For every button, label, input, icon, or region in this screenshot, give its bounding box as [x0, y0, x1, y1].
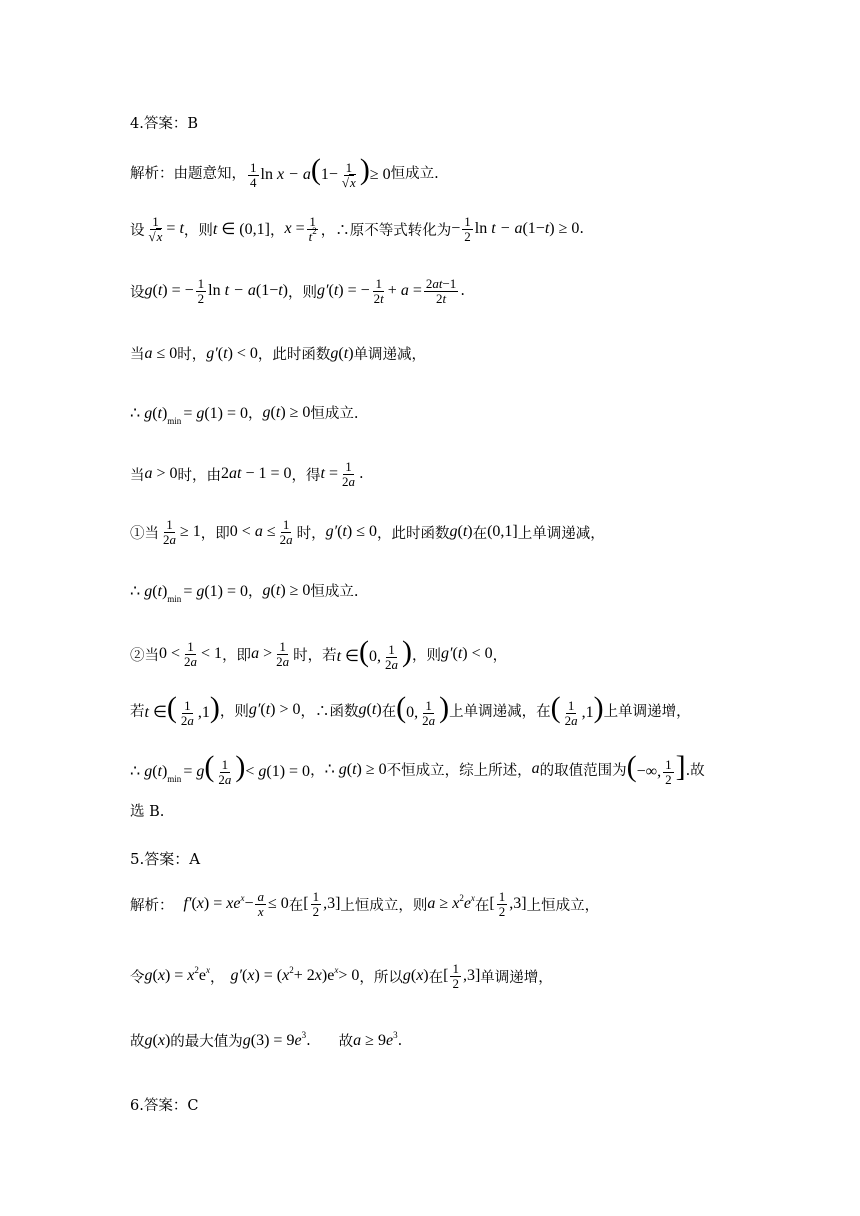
- q4-line-6: 当 a > 0 时，由 2at − 1 = 0 ，得 t = $\frac{1}{2a}$ .: [130, 459, 364, 489]
- q4-line-10: 若 t ∈( $\frac{1}{2a}$ ,1) ，则 g′(t) > 0 ，∴函数 g(t) 在 (0, $\frac{1}{2a}$ ) 上单调递减，在 ( $\frac{1}{2a}$ ,1) 上单调递增，: [130, 691, 691, 728]
- q4-answer-heading: 4.答案：B: [130, 116, 198, 132]
- q4-line-11: ∴ $g(t)_{min} = g$( $\frac{1}{2a}$ )< g(1) = 0 ， ∴ g(t) ≥ 0 不恒成立，综上所述， a 的取值范围为 (−∞, $\frac{1}{2}$ ] .故: [130, 750, 705, 787]
- q4-line-4: 当 a ≤ 0 时， g′(t) < 0 ，此时函数 g(t) 单调递减，: [130, 344, 427, 363]
- q4-line-9: ②当 0 < $\frac{1}{2a}$ < 1 ，即 a > $\frac{1}{2a}$ 时，若 t ∈(0, $\frac{1}{2a}$ ) ，则 g′(t) < 0 ，: [130, 635, 508, 672]
- q4-line-1: 解析：由题意知， $\frac{1}{4}$ ln x − a(1− $\frac{1}{√x}$ )≥ 0 恒成立.: [130, 153, 439, 190]
- q4-line-2: 设 $\frac{1}{√x}$ = t ，则 t ∈ (0,1] ， x = $\frac{1}{t^2}$ ，∴原不等式转化为 − $\frac{1}{2}$ ln t − a(1−t) ≥ 0 .: [130, 214, 584, 244]
- q4-line-12: 选 B.: [130, 804, 165, 820]
- q5-line-3: 故 g(x) 的最大值为 $g(3) = 9e^3$ . 故 $a \ge 9e^3$ .: [130, 1029, 403, 1050]
- q4-line-8: ∴ $g(t)_{min} = g(1) = 0$ ， g(t) ≥ 0 恒成立.: [130, 581, 359, 604]
- q6-answer-heading: 6.答案：C: [130, 1098, 199, 1114]
- q4-line-5: ∴ $g(t)_{min} = g(1) = 0$ ， g(t) ≥ 0 恒成立.: [130, 403, 359, 426]
- q5-answer-heading: 5.答案：A: [130, 850, 201, 868]
- q4-line-7: ①当 $\frac{1}{2a}$ ≥ 1 ，即 0 < a ≤ $\frac{1}{2a}$ 时， g′(t) ≤ 0 ，此时函数 g(t) 在 (0,1] 上单调递减，: [130, 517, 605, 547]
- q5-line-1: 解析： $f'(x) = xe^x-$ $\frac{a}{x}$ ≤ 0 在 [ $\frac{1}{2}$ ,3] 上恒成立，则 $a \ge x^2e^x$ 在 [ $\frac{1}{2}$ ,3] 上恒成立，: [130, 889, 600, 919]
- q4-line-3: 设 g(t) = − $\frac{1}{2}$ ln t − a(1−t) ，则 g′(t) = − $\frac{1}{2t}$ + a = $\frac{2at-1}{2t}$ .: [130, 276, 465, 306]
- q5-line-2: 令 $g(x) = x^2e^x$ ， $g'(x) = (x^2+ 2x)e^x> 0$ ，所以 g(x) 在 [ $\frac{1}{2}$ ,3] 单调递增，: [130, 961, 553, 991]
